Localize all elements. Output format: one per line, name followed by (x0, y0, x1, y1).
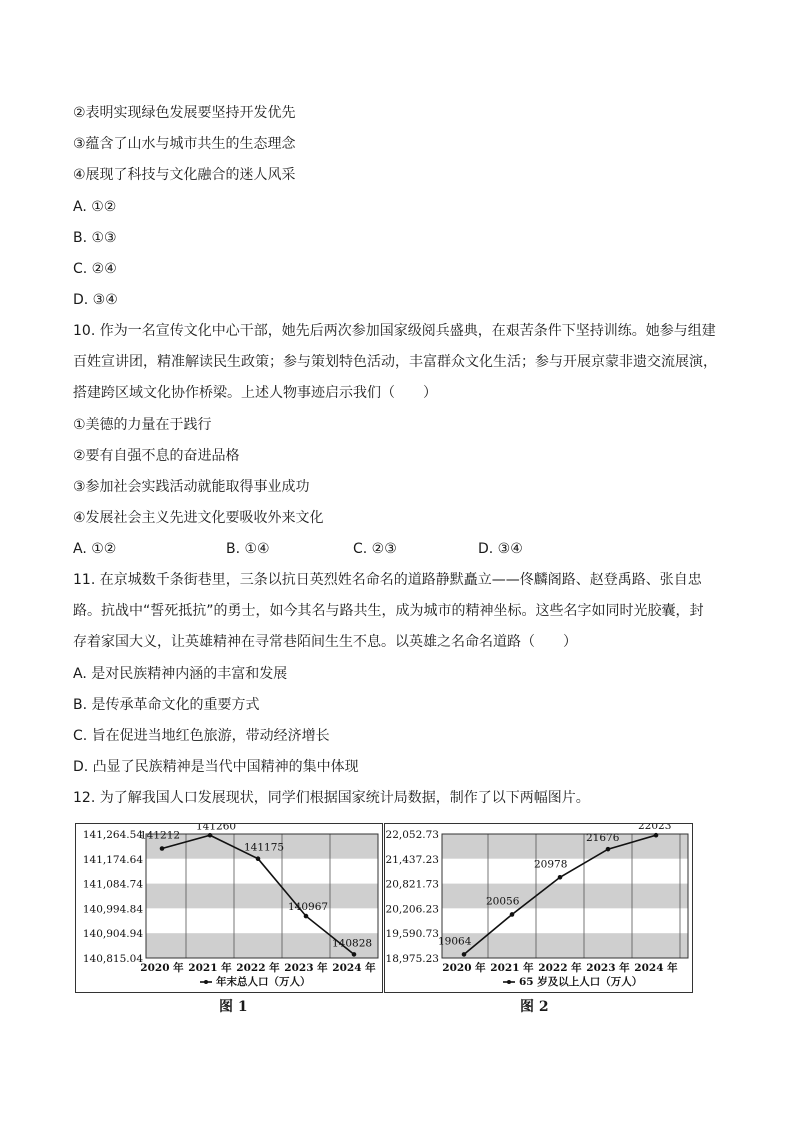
y-tick-label: 141,174.64 (82, 853, 143, 866)
data-point (304, 914, 309, 919)
data-point (256, 856, 261, 861)
q9-choice-b: B. ①③ (73, 230, 117, 246)
x-tick-label: 2023 年 (284, 962, 328, 974)
q11-choice-a: A. 是对民族精神内涵的丰富和发展 (73, 666, 288, 682)
data-label: 20978 (534, 858, 568, 871)
y-tick-label: 140,815.04 (82, 953, 143, 965)
data-label: 20056 (486, 895, 520, 908)
q10-stem-line-2: 百姓宣讲团，精准解读民生政策；参与策划特色活动，丰富群众文化生活；参与开展京蒙非遗交流展演， (73, 354, 717, 370)
grid-band (442, 834, 688, 859)
data-point (352, 952, 357, 957)
q9-option-4: ④展现了科技与文化融合的迷人风采 (73, 167, 296, 183)
legend-label: 年末总人口（万人） (216, 976, 311, 988)
q11-stem-line-2: 路。抗战中“誓死抵抗”的勇士，如今其名与路共生，成为城市的精神坐标。这些名字如同时光胶囊，封 (73, 603, 704, 619)
y-tick-label: 22,052.73 (385, 829, 439, 841)
q10-choice-c: C. ②③ (353, 541, 397, 557)
data-point (462, 952, 467, 957)
data-point (208, 833, 213, 838)
x-tick-label: 2024 年 (332, 962, 376, 974)
data-point (510, 912, 515, 917)
grid-band (146, 884, 378, 909)
q12-stem: 12. 为了解我国人口发展现状，同学们根据国家统计局数据，制作了以下两幅图片。 (73, 790, 590, 806)
legend-marker (204, 980, 208, 984)
x-tick-label: 2022 年 (236, 962, 280, 974)
data-point (654, 833, 659, 838)
y-tick-label: 19,590.73 (385, 928, 439, 941)
q10-option-2: ②要有自强不息的奋进品格 (73, 448, 240, 464)
figure-2-caption: 图 2 (520, 999, 549, 1015)
figure-1-chart (75, 823, 383, 993)
q11-choice-b: B. 是传承革命文化的重要方式 (73, 697, 260, 713)
x-tick-label: 2021 年 (188, 962, 232, 974)
data-label: 140967 (288, 901, 329, 914)
y-tick-label: 21,437.23 (385, 853, 439, 866)
q9-choice-a: A. ①② (73, 199, 117, 215)
q9-option-2: ②表明实现绿色发展要坚持开发优先 (73, 105, 296, 121)
q11-stem-line-1: 11. 在京城数千条街巷里，三条以抗日英烈姓名命名的道路静默矗立——佟麟阁路、赵登禹路、张自忠 (73, 572, 702, 588)
figure-1-svg (76, 824, 382, 992)
grid-band (442, 908, 688, 933)
x-tick-label: 2020 年 (442, 962, 486, 974)
q11-choice-c: C. 旨在促进当地红色旅游，带动经济增长 (73, 728, 330, 744)
q11-choice-d: D. 凸显了民族精神是当代中国精神的集中体现 (73, 759, 359, 775)
data-label: 140828 (332, 937, 373, 950)
data-point (160, 846, 165, 851)
x-tick-label: 2024 年 (634, 962, 678, 974)
x-tick-label: 2023 年 (586, 962, 630, 974)
q10-choice-a: A. ①② (73, 541, 117, 557)
grid-band (442, 884, 688, 909)
data-label: 141212 (140, 829, 181, 842)
y-tick-label: 18,975.23 (385, 953, 439, 965)
data-point (558, 875, 563, 880)
q10-option-1: ①美德的力量在于践行 (73, 417, 212, 433)
q10-stem-line-1: 10. 作为一名宣传文化中心干部，她先后两次参加国家级阅兵盛典，在艰苦条件下坚持训练。她参与组建 (73, 323, 716, 339)
x-tick-label: 2022 年 (538, 962, 582, 974)
figure-1-caption: 图 1 (219, 999, 248, 1015)
legend-marker (507, 980, 511, 984)
x-tick-label: 2021 年 (490, 962, 534, 974)
data-label: 19064 (438, 935, 472, 948)
grid-band (442, 933, 688, 958)
data-label: 22023 (638, 824, 672, 833)
q9-choice-d: D. ③④ (73, 292, 118, 308)
q10-option-3: ③参加社会实践活动就能取得事业成功 (73, 479, 310, 495)
q10-option-4: ④发展社会主义先进文化要吸收外来文化 (73, 510, 324, 526)
y-tick-label: 140,904.94 (82, 928, 143, 941)
data-label: 21676 (586, 832, 620, 845)
figure-2-chart (384, 823, 693, 993)
data-point (606, 847, 611, 852)
y-tick-label: 141,264.54 (82, 829, 143, 841)
data-label: 141260 (196, 824, 237, 833)
y-tick-label: 20,821.73 (385, 878, 439, 891)
x-tick-label: 2020 年 (140, 962, 184, 974)
data-label: 141175 (244, 841, 285, 854)
q9-choice-c: C. ②④ (73, 261, 117, 277)
q10-choice-b: B. ①④ (226, 541, 270, 557)
figure-2-svg (385, 824, 692, 992)
q9-option-3: ③蕴含了山水与城市共生的生态理念 (73, 136, 296, 152)
y-tick-label: 20,206.23 (385, 903, 439, 916)
q10-stem-line-3: 搭建跨区域文化协作桥梁。上述人物事迹启示我们（ ） (73, 385, 437, 401)
q11-stem-line-3: 存着家国大义，让英雄精神在寻常巷陌间生生不息。以英雄之名命名道路（ ） (73, 634, 577, 650)
grid-band (146, 908, 378, 933)
y-tick-label: 141,084.74 (82, 878, 143, 891)
y-tick-label: 140,994.84 (82, 903, 143, 916)
legend-label: 65 岁及以上人口（万人） (519, 976, 643, 988)
q10-choice-d: D. ③④ (478, 541, 523, 557)
